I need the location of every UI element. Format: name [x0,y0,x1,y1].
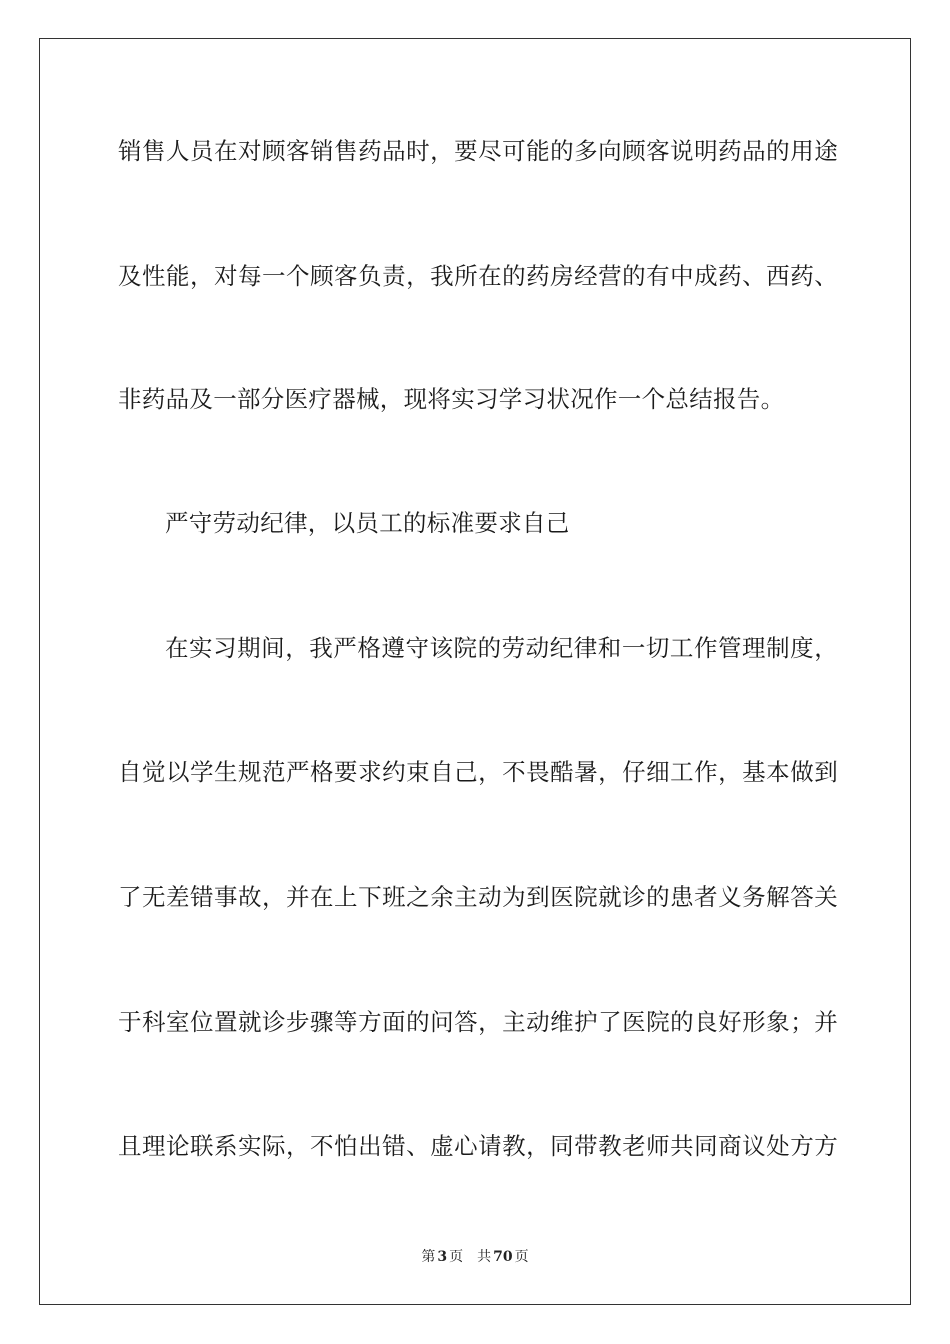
page-border [39,38,911,1305]
footer-total-prefix: 共 [477,1249,492,1265]
text-line-8: 于科室位置就诊步骤等方面的问答，主动维护了医院的良好形象；并 [118,1008,838,1036]
text-line-9: 且理论联系实际，不怕出错、虚心请教，同带教老师共同商议处方方 [118,1132,838,1160]
footer-page-suffix: 页 [449,1249,464,1265]
text-line-3: 非药品及一部分医疗器械，现将实习学习状况作一个总结报告。 [118,385,785,413]
footer-page-number: 3 [437,1249,448,1265]
text-line-5: 在实习期间，我严格遵守该院的劳动纪律和一切工作管理制度， [165,634,838,662]
page-footer [0,1247,950,1267]
footer-total-suffix: 页 [514,1249,529,1265]
footer-total-pages: 70 [493,1249,513,1265]
text-line-7: 了无差错事故，并在上下班之余主动为到医院就诊的患者义务解答关 [118,883,838,911]
text-line-6: 自觉以学生规范严格要求约束自己，不畏酷暑，仔细工作，基本做到 [118,758,838,786]
footer-page-prefix: 第 [421,1249,436,1265]
text-line-1: 销售人员在对顾客销售药品时，要尽可能的多向顾客说明药品的用途 [118,137,838,165]
text-line-2: 及性能，对每一个顾客负责，我所在的药房经营的有中成药、西药、 [118,262,838,290]
section-heading: 严守劳动纪律，以员工的标准要求自己 [165,509,570,537]
